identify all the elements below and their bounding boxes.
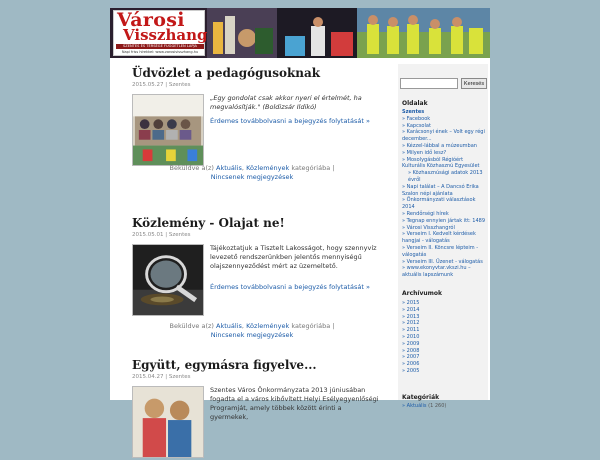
post-title[interactable]: Együtt, egymásra figyelve... (132, 358, 317, 372)
site-header (110, 8, 490, 58)
post-thumbnail[interactable] (132, 244, 204, 316)
logo-subtitle: SZENTES ÉS TÉRSÉGE FÜGGETLEN LAPJA (116, 44, 204, 49)
post-title[interactable]: Közlemény - Olajat ne! (132, 216, 285, 230)
search-input[interactable] (400, 78, 458, 89)
post-meta: Beküldve a(z) Aktuális, Közlemények kategóriába | Nincsenek megjegyzések (169, 164, 335, 181)
post-date: 2015.05.01 | Szentes (132, 232, 191, 238)
post-thumbnail[interactable] (132, 386, 204, 458)
archive-year-link[interactable]: » 2005 (402, 367, 420, 374)
sidebar (398, 64, 488, 409)
post-meta: Beküldve a(z) Aktuális, Közlemények kategóriába | Nincsenek megjegyzések (169, 322, 335, 339)
archive-year-link[interactable]: » 2010 (402, 333, 420, 340)
pages-title: Oldalak (402, 100, 428, 107)
comments-link[interactable]: Nincsenek megjegyzések (210, 173, 294, 181)
comments-link[interactable]: Nincsenek megjegyzések (210, 331, 294, 339)
sidebar-page-link[interactable]: » Közhasznúsági adatok 2013 évről (408, 170, 483, 183)
sidebar-page-link[interactable]: » Mosolygásból Régióért Kulturális Közhasznú Egyesület (402, 156, 480, 170)
read-more-link[interactable]: Érdemes továbbolvasni a bejegyzés folytatását » (210, 117, 370, 125)
site-logo[interactable] (113, 9, 208, 56)
header-banner-photo (207, 8, 490, 58)
category-link-kozlemenyek[interactable]: Közlemények (246, 164, 290, 172)
sidebar-page-link[interactable]: » Önkormányzati választások 2014 (402, 197, 476, 211)
category-link[interactable]: » Aktuális (402, 403, 427, 409)
archive-year-link[interactable]: » 2015 (402, 300, 420, 306)
pages-list (402, 109, 486, 279)
archives-title: Archívumok (402, 290, 443, 297)
archive-year-link[interactable]: » 2006 (402, 361, 420, 368)
sidebar-page-link[interactable]: » Tegnap ennyien jártak itt: 1489 (402, 217, 486, 224)
archive-year-link[interactable]: » 2014 (402, 306, 420, 313)
sidebar-page-link[interactable]: » Verseim I. Kedvelt kérdések hangjai - válogatás (402, 231, 476, 245)
category-link-kozlemenyek[interactable]: Közlemények (246, 322, 290, 330)
archive-year-link[interactable]: » 2012 (402, 320, 420, 327)
search-button[interactable]: Keresés (461, 78, 487, 89)
post-2 (132, 216, 382, 339)
meta-mid: kategóriába | (291, 322, 335, 330)
sidebar-page-link[interactable]: » Kapcsolat (402, 122, 431, 129)
post-excerpt: Tájékoztatjuk a Tisztelt Lakosságot, hogy szennyvíz levezető rendszerünkben jelentős mennyiségű olajszennyeződést mért az üzemeltető. (210, 244, 377, 270)
sidebar-page-link[interactable]: » Karácsonyi ének – Volt egy régi december... (402, 129, 485, 143)
post-title[interactable]: Üdvözlet a pedagógusoknak (132, 66, 321, 80)
meta-mid: kategóriába | (291, 164, 335, 172)
page (110, 8, 490, 421)
archive-year-link[interactable]: » 2008 (402, 347, 420, 354)
post-thumbnail[interactable] (132, 94, 204, 166)
post-1 (132, 66, 382, 181)
read-more-link[interactable]: Érdemes továbbolvasni a bejegyzés folytatását » (210, 283, 370, 291)
sidebar-page-link[interactable]: » Városi Visszhangról (402, 224, 455, 231)
category-item (402, 403, 486, 410)
category-link-aktualis[interactable]: Aktuális (216, 164, 242, 172)
sidebar-page-link[interactable]: » Kézzel-lábbal a múzeumban (402, 142, 477, 149)
logo-line2: Visszhang (123, 26, 208, 44)
archive-year-link[interactable]: » 2011 (402, 327, 420, 334)
sidebar-page-link[interactable]: » Verseim II. Köncsre lépteim - válogatás (402, 244, 479, 258)
sidebar-page-link[interactable]: » Napi találat – A Dancsó Erika Szalon népi ajánlata (402, 183, 479, 197)
archives-list (402, 300, 486, 375)
logo-line1: Városi (117, 9, 185, 31)
sidebar-page-link[interactable]: » Facebook (402, 115, 431, 122)
meta-prefix: Beküldve a(z) (169, 322, 214, 330)
sidebar-page-link[interactable]: » Verseim III. Üzenet - válogatás (402, 258, 483, 265)
sidebar-page-link[interactable]: Szentes (402, 109, 425, 115)
post-excerpt: Szentes Város Önkormányzata 2013 júniusában fogadta el a város kibővített Helyi Esélyegyenlőségi Programját, amely többek között érinti a gyermekek, (210, 386, 379, 421)
archive-year-link[interactable]: » 2013 (402, 313, 420, 320)
sidebar-page-link[interactable]: » Milyen idő lesz? (402, 149, 447, 156)
sidebar-page-link[interactable]: » Rendőrségi hírek (402, 210, 449, 217)
post-date: 2015.05.27 | Szentes (132, 82, 191, 88)
post-3 (132, 358, 382, 460)
sidebar-page-link[interactable]: » www.ekonyvtar.vkszi.hu – aktuális lapszámunk (402, 265, 471, 279)
meta-prefix: Beküldve a(z) (169, 164, 214, 172)
category-count: (1 260) (428, 403, 447, 409)
category-link-aktualis[interactable]: Aktuális (216, 322, 242, 330)
archive-year-link[interactable]: » 2009 (402, 340, 420, 347)
post-excerpt: „Egy gondolat csak akkor nyeri el értelmét, ha megvalósítják." (Boldizsár Ildikó) (210, 94, 362, 111)
logo-url: Napi friss hírekkel: www.varosivisszhang.hu (121, 50, 199, 54)
categories-list (402, 403, 486, 410)
archive-year-link[interactable]: » 2007 (402, 354, 420, 361)
categories-title: Kategóriák (402, 394, 440, 401)
post-date: 2015.04.27 | Szentes (132, 374, 191, 380)
